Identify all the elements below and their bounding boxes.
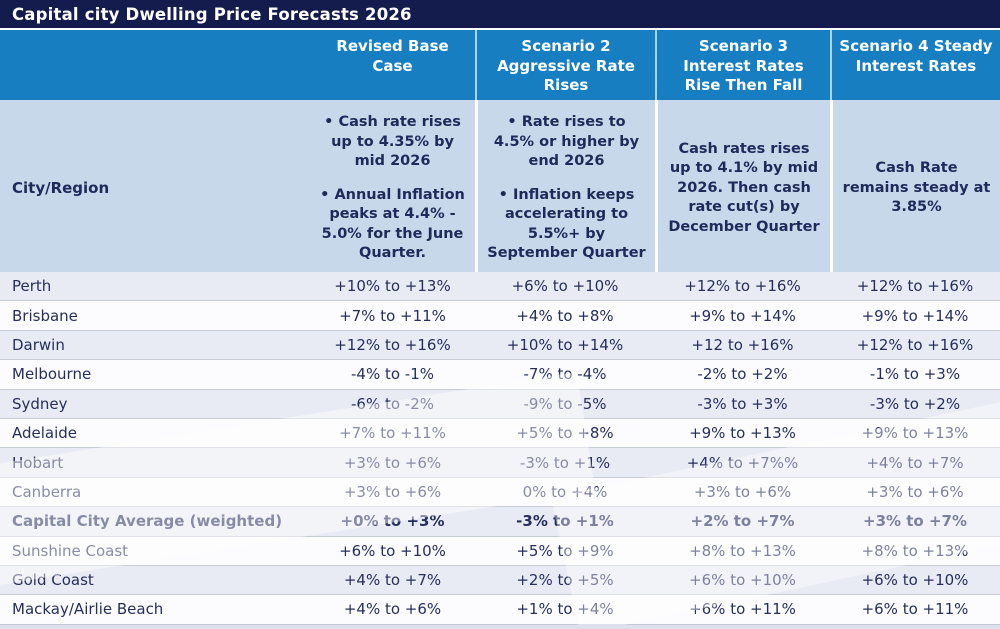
table-row-brisbane [0,301,1000,330]
city-cell: Canberra [12,482,82,501]
city-cell: Mackay/Airlie Beach [12,600,164,619]
header-revised-base-case: Revised Base Case [336,37,449,75]
value-cell: +6% to +10% [861,571,969,590]
table-row-sunshine-coast [0,537,1000,566]
value-cell: +9% to +14% [689,306,796,325]
value-cell: +9% to +14% [861,306,969,325]
value-cell: +6% to +10% [689,571,796,590]
value-cell: +8% to +13% [861,541,969,560]
description-scenario-2 [475,100,655,277]
value-cell: +6% to +11% [861,600,969,619]
table-row-melbourne [0,360,1000,389]
value-cell: +12% to +16% [684,277,801,296]
table-row-canberra [0,478,1000,507]
header-row [0,30,1000,100]
value-cell: +8% to +13% [689,541,796,560]
description-scenario-4 [830,100,1000,277]
value-cell: +2% to +5% [516,571,614,590]
value-cell: +2% to +7% [690,512,795,531]
city-cell: Sunshine Coast [12,541,129,560]
value-cell: +7% to +11% [339,424,446,443]
value-cell: -3% to +1% [516,512,614,531]
value-cell: 0% to +4% [522,482,608,501]
value-cell: +4% to +7%% [686,453,799,472]
value-cell: +0% to +3% [340,512,445,531]
table-row-hobart [0,448,1000,477]
description-text: Cash Rate remains steady at 3.85% [842,160,991,216]
table-row-mackay-airlie-beach [0,595,1000,624]
value-cell: +4% to +7% [866,453,964,472]
value-cell: +5% to +9% [516,541,614,560]
value-cell: -3% to +3% [697,394,788,413]
value-cell: +6% to +10% [339,541,446,560]
description-row [0,100,1000,272]
description-text: Cash rates rises up to 4.1% by mid 2026. Then cash rate cut(s) by December Quarter [668,140,820,235]
city-cell: Perth [12,277,52,296]
value-cell: -1% to +3% [869,365,961,384]
value-cell: -2% to +2% [697,365,788,384]
city-cell: Gold Coast [12,571,94,590]
header-scenario-2: Scenario 2 Aggressive Rate Rises [475,30,655,100]
city-region-label: City/Region [12,179,110,198]
value-cell: +3% to +7% [863,512,967,531]
table-row-darwin [0,331,1000,360]
value-cell: +6% to +11% [689,600,796,619]
value-cell: +9% to +13% [689,424,796,443]
city-cell: Sydney [12,394,68,413]
value-cell: +4% to +8% [516,306,614,325]
value-cell: +12% to +16% [334,335,451,354]
table-row-adelaide [0,419,1000,448]
table-body [0,272,1000,625]
city-cell: Brisbane [12,306,78,325]
description-scenario-3 [655,100,830,277]
value-cell: +3% to +6% [866,482,964,501]
value-cell: +5% to +8% [516,424,614,443]
header-scenario-3: Scenario 3 Interest Rates Rise Then Fall [655,30,830,100]
value-cell: +4% to +7% [343,571,442,590]
value-cell: +9% to +13% [861,424,969,443]
value-cell: +12% to +16% [856,277,974,296]
value-cell: +12 to +16% [691,335,794,354]
table-row-sydney [0,390,1000,419]
header-scenario-4: Scenario 4 Steady Interest Rates [830,30,1000,100]
table-row-capital-city-average [0,507,1000,536]
city-cell: Melbourne [12,365,92,384]
value-cell: -6% to -2% [350,394,434,413]
value-cell: +1% to +4% [516,600,614,619]
city-cell: Capital City Average (weighted) [12,512,283,531]
value-cell: -9% to -5% [523,394,607,413]
city-cell: Adelaide [12,424,78,443]
value-cell: +12% to +16% [856,335,974,354]
description-bullet: • Inflation keeps accelerating to 5.5%+ by September Quarter [486,186,647,264]
value-cell: +6% to +10% [511,277,619,296]
header-cell-empty [0,30,310,100]
value-cell: +3% to +6% [693,482,792,501]
value-cell: -4% to -1% [350,365,434,384]
value-cell: -3% to +1% [519,453,611,472]
table-row-gold-coast [0,566,1000,595]
value-cell: +3% to +6% [343,453,442,472]
description-bullet: • Cash rate rises up to 4.35% by mid 2026 [318,113,467,172]
value-cell: +4% to +6% [343,600,442,619]
value-cell: +3% to +6% [343,482,442,501]
bottom-strip [0,625,1000,629]
city-cell: Darwin [12,335,65,354]
page-title: Capital city Dwelling Price Forecasts 2026 [12,4,412,24]
title-bar [0,0,1000,30]
description-bullet: • Rate rises to 4.5% or higher by end 2026 [486,113,647,172]
description-bullet: • Annual Inflation peaks at 4.4% - 5.0% for the June Quarter. [318,186,467,264]
value-cell: +10% to +14% [506,335,624,354]
value-cell: -3% to +2% [869,394,961,413]
description-revised-base-case [310,100,475,277]
table-row-perth [0,272,1000,301]
value-cell: +7% to +11% [339,306,446,325]
value-cell: +10% to +13% [334,277,451,296]
city-cell: Hobart [12,453,64,472]
value-cell: -7% to -4% [523,365,607,384]
